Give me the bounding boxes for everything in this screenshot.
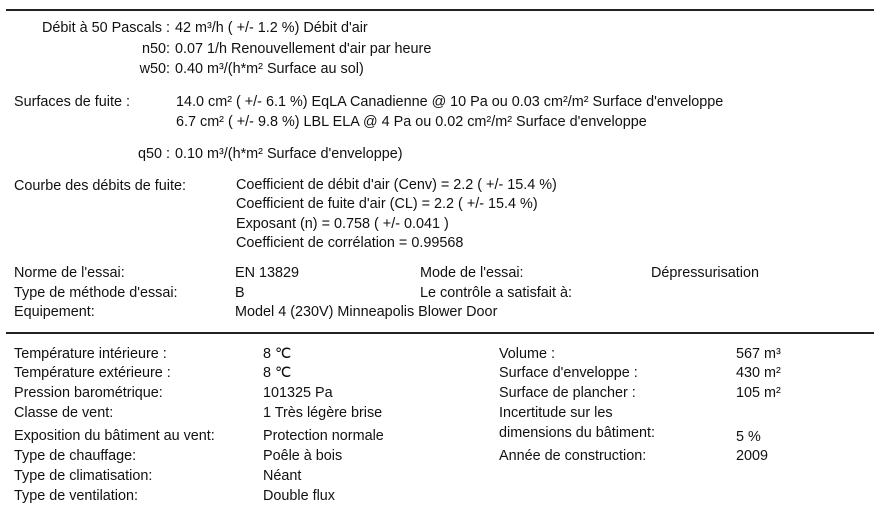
cond-left-value: 101325 Pa	[263, 385, 333, 401]
cond-left-label: Type de climatisation:	[14, 468, 153, 484]
curve-exponent: Exposant (n) = 0.758 ( +/- 0.041 )	[236, 216, 449, 232]
cond-left-label: Classe de vent:	[14, 405, 114, 421]
cond-left-value: Protection normale	[263, 428, 384, 444]
q50-label: q50 :	[137, 146, 170, 162]
cond-left-label: Type de ventilation:	[14, 488, 138, 504]
test-equipment-value: Model 4 (230V) Minneapolis Blower Door	[235, 304, 498, 320]
q50-value: 0.10 m³/(h*m² Surface d'enveloppe)	[175, 146, 403, 162]
w50-value: 0.40 m³/(h*m² Surface au sol)	[175, 61, 364, 77]
n50-label: n50:	[141, 41, 170, 57]
cond-right-value: 2009	[736, 448, 769, 464]
cond-left-label: Pression barométrique:	[14, 385, 163, 401]
curve-cl: Coefficient de fuite d'air (CL) = 2.2 ( +/- 15.4 %)	[236, 196, 538, 212]
test-method-value: B	[235, 285, 245, 301]
curve-label: Courbe des débits de fuite:	[14, 178, 186, 194]
test-check-label: Le contrôle a satisfait à:	[420, 285, 572, 301]
cond-left-value: Néant	[263, 468, 302, 484]
cond-left-label: Type de chauffage:	[14, 448, 137, 464]
leakage-line2: 6.7 cm² ( +/- 9.8 %) LBL ELA @ 4 Pa ou 0.02 cm²/m² Surface d'enveloppe	[176, 114, 647, 130]
curve-cenv: Coefficient de débit d'air (Cenv) = 2.2 ( +/- 15.4 %)	[236, 177, 557, 193]
middle-divider	[6, 332, 874, 334]
test-norm-value: EN 13829	[235, 265, 300, 281]
test-method-label: Type de méthode d'essai:	[14, 285, 178, 301]
cond-right-label: Année de construction:	[499, 448, 647, 464]
cond-left-value: 8 ℃	[263, 346, 292, 362]
cond-left-label: Exposition du bâtiment au vent:	[14, 428, 215, 444]
cond-right-value: 105 m²	[736, 385, 781, 401]
n50-value: 0.07 1/h Renouvellement d'air par heure	[175, 41, 432, 57]
curve-correlation: Coefficient de corrélation = 0.99568	[236, 235, 464, 251]
cond-left-value: 8 ℃	[263, 365, 292, 381]
flow50-value: 42 m³/h ( +/- 1.2 %) Débit d'air	[175, 20, 368, 36]
flow50-label: Débit à 50 Pascals :	[42, 20, 170, 36]
cond-left-value: 1 Très légère brise	[263, 405, 383, 421]
cond-left-label: Température intérieure :	[14, 346, 167, 362]
test-norm-label: Norme de l'essai:	[14, 265, 125, 281]
top-divider	[6, 9, 874, 11]
cond-right-label: Surface d'enveloppe :	[499, 365, 638, 381]
cond-right-value: 567 m³	[736, 346, 781, 362]
cond-left-value: Poêle à bois	[263, 448, 343, 464]
test-mode-label: Mode de l'essai:	[420, 265, 524, 281]
cond-right-label: dimensions du bâtiment:	[499, 425, 655, 441]
cond-right-value: 5 %	[736, 429, 761, 445]
cond-left-label: Température extérieure :	[14, 365, 171, 381]
test-mode-value: Dépressurisation	[651, 265, 759, 281]
cond-right-value: 430 m²	[736, 365, 781, 381]
cond-right-label: Surface de plancher :	[499, 385, 636, 401]
leakage-label: Surfaces de fuite :	[14, 94, 130, 110]
w50-label: w50:	[139, 61, 170, 77]
cond-right-label: Incertitude sur les	[499, 405, 613, 421]
test-equipment-label: Equipement:	[14, 304, 95, 320]
leakage-line1: 14.0 cm² ( +/- 6.1 %) EqLA Canadienne @ 10 Pa ou 0.03 cm²/m² Surface d'enveloppe	[176, 94, 724, 110]
cond-left-value: Double flux	[263, 488, 335, 504]
cond-right-label: Volume :	[499, 346, 555, 362]
